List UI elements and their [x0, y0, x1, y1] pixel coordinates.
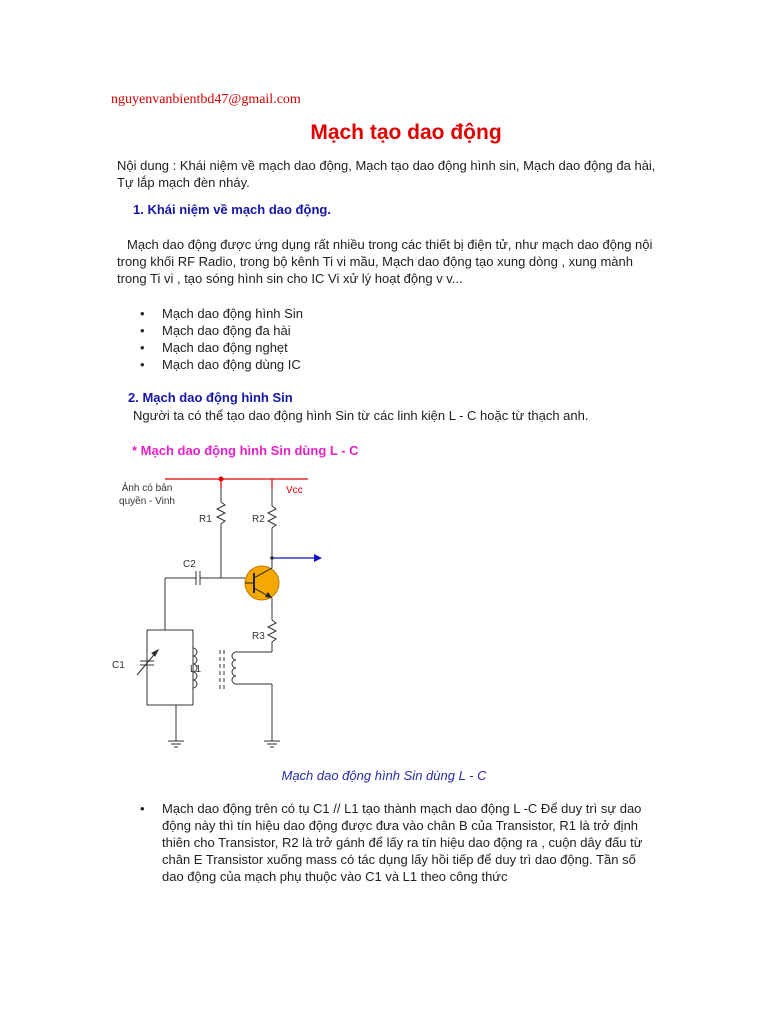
list-item: • Mạch dao động đa hài — [140, 323, 291, 338]
c1-label: C1 — [112, 660, 125, 671]
section-2-subheading: * Mạch dao động hình Sin dùng L - C — [132, 443, 359, 458]
figure-caption: Mạch dao động hình Sin dùng L - C — [281, 768, 487, 783]
section-1-paragraph: Mạch dao động được ứng dụng rất nhiều trong các thiết bị điện tử, như mạch dao động nội trong khối RF Radio, trong bộ kênh Ti vi mầu, Mạch dao động tạo xung dòng , xung mành trong Ti vi , tạo sóng hình sin cho IC Vi xử lý hoạt động v v... — [117, 237, 653, 286]
r3-resistor — [268, 598, 276, 652]
list-item: • Mạch dao động dùng IC — [140, 357, 301, 372]
section-1-heading: 1. Khái niệm về mạch dao động. — [133, 202, 331, 217]
transistor-icon — [245, 566, 279, 600]
section-2-paragraph: Người ta có thể tạo dao động hình Sin từ các linh kiện L - C hoặc từ thạch anh. — [133, 408, 589, 423]
section-2-heading: 2. Mạch dao động hình Sin — [128, 390, 293, 405]
output-arrow-icon — [270, 554, 322, 562]
list-item: • Mạch dao động nghẹt — [140, 340, 288, 355]
r2-label: R2 — [252, 514, 265, 525]
r1-resistor — [217, 488, 225, 578]
ground-icon — [264, 741, 280, 747]
circuit-description — [140, 800, 660, 885]
feedback-coil — [232, 652, 272, 741]
l1-label: L1 — [190, 664, 202, 675]
page-title: Mạch tạo dao động — [310, 121, 502, 144]
r3-label: R3 — [252, 631, 265, 642]
circuit-description-text: Mạch dao động trên có tụ C1 // L1 tạo thành mạch dao động L -C Để duy trì sự dao động này thì tín hiệu dao động được đưa vào chân B của Transistor, R1 là trở định thiên cho Transistor, R2 là trở gánh để lấy ra tín hiệu dao động ra , cuộn dây đấu từ chân E Transistor xuống mass có tác dụng lấy hồi tiếp để duy trì dao động. Tần số dao động của mạch phụ thuộc vào C1 và L1 theo công thức — [162, 801, 643, 884]
author-email[interactable]: nguyenvanbientbd47@gmail.com — [111, 92, 301, 107]
bullet: • — [140, 357, 145, 372]
bullet: • — [140, 340, 145, 355]
bullet: • — [140, 323, 145, 338]
bullet: • — [140, 306, 145, 321]
list-item: • Mạch dao động hình Sin — [140, 306, 303, 321]
c2-label: C2 — [183, 559, 196, 570]
tank-wiring — [147, 578, 193, 741]
intro-text: Nội dung : Khái niệm về mạch dao động, Mạch tạo dao động hình sin, Mạch dao động đa hài, Tự lắp mạch đèn nháy. — [117, 158, 656, 190]
copyright-watermark: Ảnh có bản quyền - Vinh — [119, 483, 175, 507]
r2-resistor — [268, 488, 276, 566]
bullet: • — [140, 801, 145, 816]
r1-label: R1 — [199, 514, 212, 525]
vcc-label: Vcc — [286, 485, 303, 496]
ground-icon — [168, 741, 184, 747]
c2-capacitor — [165, 571, 245, 585]
